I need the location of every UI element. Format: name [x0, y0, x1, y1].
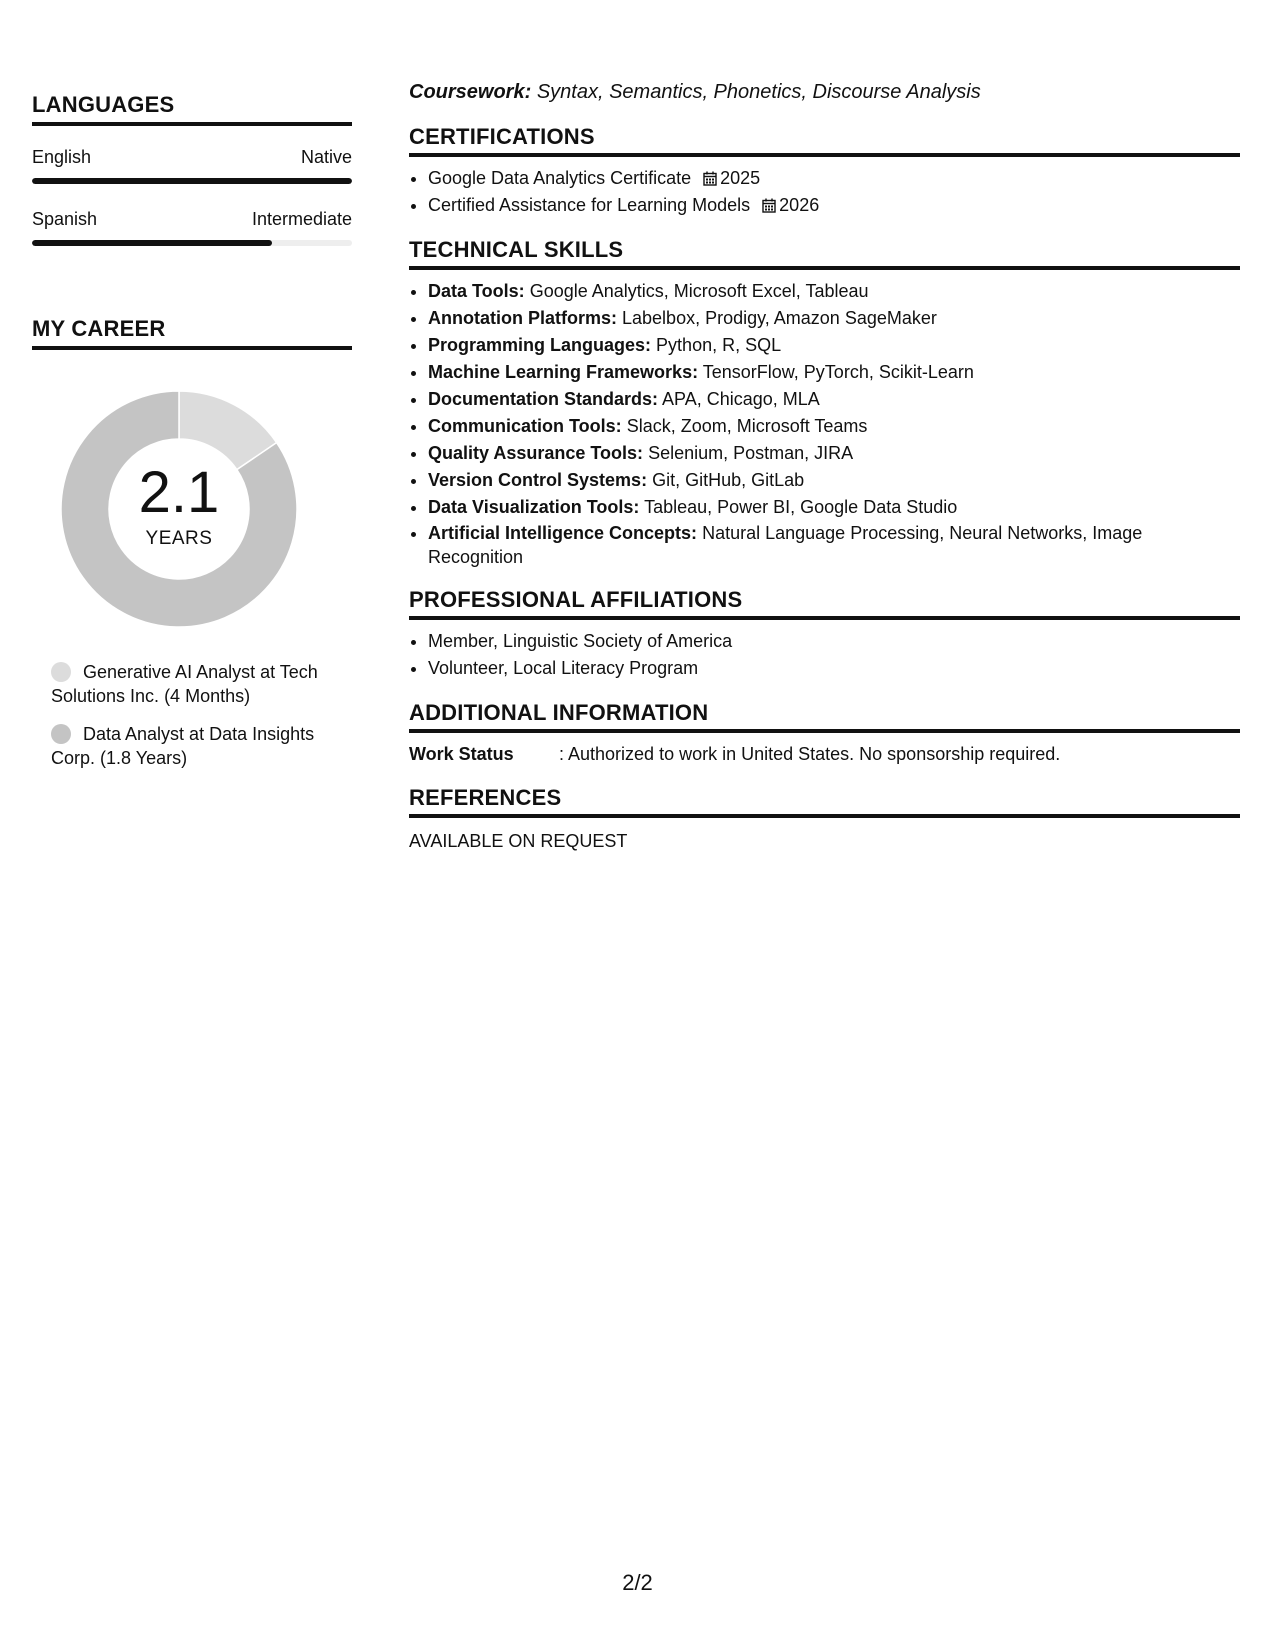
- skill-label: Machine Learning Frameworks:: [428, 362, 699, 382]
- skill-label: Data Tools:: [428, 281, 525, 301]
- skill-label: Version Control Systems:: [428, 470, 648, 490]
- donut-center-label: [54, 384, 304, 634]
- certifications-section: [409, 124, 1240, 219]
- left-column: [32, 92, 352, 784]
- language-item: [32, 208, 352, 246]
- certifications-title: CERTIFICATIONS: [409, 124, 595, 149]
- references-divider: [409, 814, 1240, 818]
- skill-value: Git, GitHub, GitLab: [652, 470, 805, 490]
- affiliations-title: PROFESSIONAL AFFILIATIONS: [409, 587, 743, 612]
- career-title: MY CAREER: [32, 316, 166, 341]
- skill-value: Python, R, SQL: [656, 335, 782, 355]
- affiliation-item: • Volunteer, Local Literacy Program: [428, 655, 1240, 682]
- skill-value: APA, Chicago, MLA: [662, 389, 820, 409]
- additional-info-divider: [409, 729, 1240, 733]
- page-number: 2/2: [622, 1570, 653, 1595]
- skill-item: [428, 386, 1240, 413]
- languages-section: [32, 92, 352, 246]
- skill-value: Google Analytics, Microsoft Excel, Tableau: [529, 281, 869, 301]
- skill-item: [428, 413, 1240, 440]
- career-divider: [32, 346, 352, 350]
- skill-value: Natural Language Processing, Neural Networks, Image Recognition: [428, 523, 1143, 567]
- skill-label: Documentation Standards:: [428, 389, 659, 409]
- certification-name: Google Data Analytics Certificate: [428, 168, 692, 188]
- technical-skills-divider: [409, 266, 1240, 270]
- language-item: [32, 146, 352, 184]
- language-level: Native: [300, 147, 352, 167]
- language-proficiency-fill: [32, 240, 272, 246]
- skill-value: Selenium, Postman, JIRA: [648, 443, 854, 463]
- skill-item: [428, 278, 1240, 305]
- coursework-label: Coursework:: [409, 81, 532, 103]
- career-legend-item: [51, 660, 341, 708]
- skill-item: [428, 521, 1240, 569]
- skill-item: [428, 332, 1240, 359]
- work-status-value: : Authorized to work in United States. No sponsorship required.: [559, 744, 1061, 764]
- references-title: REFERENCES: [409, 785, 562, 810]
- coursework-value: Syntax, Semantics, Phonetics, Discourse Analysis: [536, 81, 981, 103]
- certification-item: [428, 192, 1240, 219]
- language-proficiency-bar: [32, 178, 352, 184]
- technical-skills-title: TECHNICAL SKILLS: [409, 237, 624, 262]
- language-proficiency-fill: [32, 178, 352, 184]
- affiliations-divider: [409, 616, 1240, 620]
- certification-year: 2026: [779, 195, 820, 215]
- affiliations-list: [409, 628, 1240, 682]
- career-entry-label: Generative AI Analyst at Tech Solutions Inc. (4 Months): [51, 662, 318, 706]
- skill-label: Programming Languages:: [428, 335, 652, 355]
- skill-label: Artificial Intelligence Concepts:: [428, 523, 698, 543]
- references-section: [409, 785, 1240, 854]
- languages-divider: [32, 122, 352, 126]
- skill-value: TensorFlow, PyTorch, Scikit-Learn: [702, 362, 974, 382]
- references-text: AVAILABLE ON REQUEST: [409, 831, 628, 851]
- career-legend-item: [51, 722, 341, 770]
- work-status-label: Work Status: [409, 744, 514, 764]
- skill-item: [428, 494, 1240, 521]
- skill-label: Data Visualization Tools:: [428, 497, 640, 517]
- certification-year: 2025: [720, 168, 761, 188]
- right-column: [409, 78, 1240, 854]
- additional-info-section: [409, 700, 1240, 767]
- certification-name: Certified Assistance for Learning Models: [428, 195, 751, 215]
- career-entry-label: Data Analyst at Data Insights Corp. (1.8 Years): [51, 724, 315, 768]
- language-name: English: [32, 147, 92, 167]
- language-proficiency-bar: [32, 240, 352, 246]
- legend-dot-icon: [51, 662, 71, 682]
- additional-info-title: ADDITIONAL INFORMATION: [409, 700, 709, 725]
- calendar-icon: [762, 198, 776, 213]
- work-status-row: [409, 741, 1240, 767]
- technical-skills-section: [409, 237, 1240, 569]
- skill-label: Annotation Platforms:: [428, 308, 617, 328]
- career-total-years: 2.1: [138, 460, 220, 525]
- certifications-list: [409, 165, 1240, 219]
- skill-item: [428, 359, 1240, 386]
- affiliations-section: [409, 587, 1240, 682]
- coursework-line: [409, 78, 1240, 106]
- skill-item: [428, 305, 1240, 332]
- skill-value: Labelbox, Prodigy, Amazon SageMaker: [622, 308, 937, 328]
- career-total-unit: YEARS: [145, 528, 213, 549]
- language-name: Spanish: [32, 209, 98, 229]
- career-donut-chart: [54, 384, 304, 634]
- career-legend: [51, 660, 341, 770]
- skill-item: [428, 467, 1240, 494]
- certifications-divider: [409, 153, 1240, 157]
- skill-value: Slack, Zoom, Microsoft Teams: [626, 416, 868, 436]
- legend-dot-icon: [51, 724, 71, 744]
- skill-label: Quality Assurance Tools:: [428, 443, 644, 463]
- technical-skills-list: [409, 278, 1240, 569]
- certification-item: [428, 165, 1240, 192]
- calendar-icon: [703, 171, 717, 186]
- skill-label: Communication Tools:: [428, 416, 622, 436]
- skill-item: [428, 440, 1240, 467]
- career-section: [32, 316, 352, 770]
- affiliation-item: • Member, Linguistic Society of America: [428, 628, 1240, 655]
- skill-value: Tableau, Power BI, Google Data Studio: [644, 497, 958, 517]
- language-level: Intermediate: [251, 209, 352, 229]
- languages-title: LANGUAGES: [32, 92, 175, 117]
